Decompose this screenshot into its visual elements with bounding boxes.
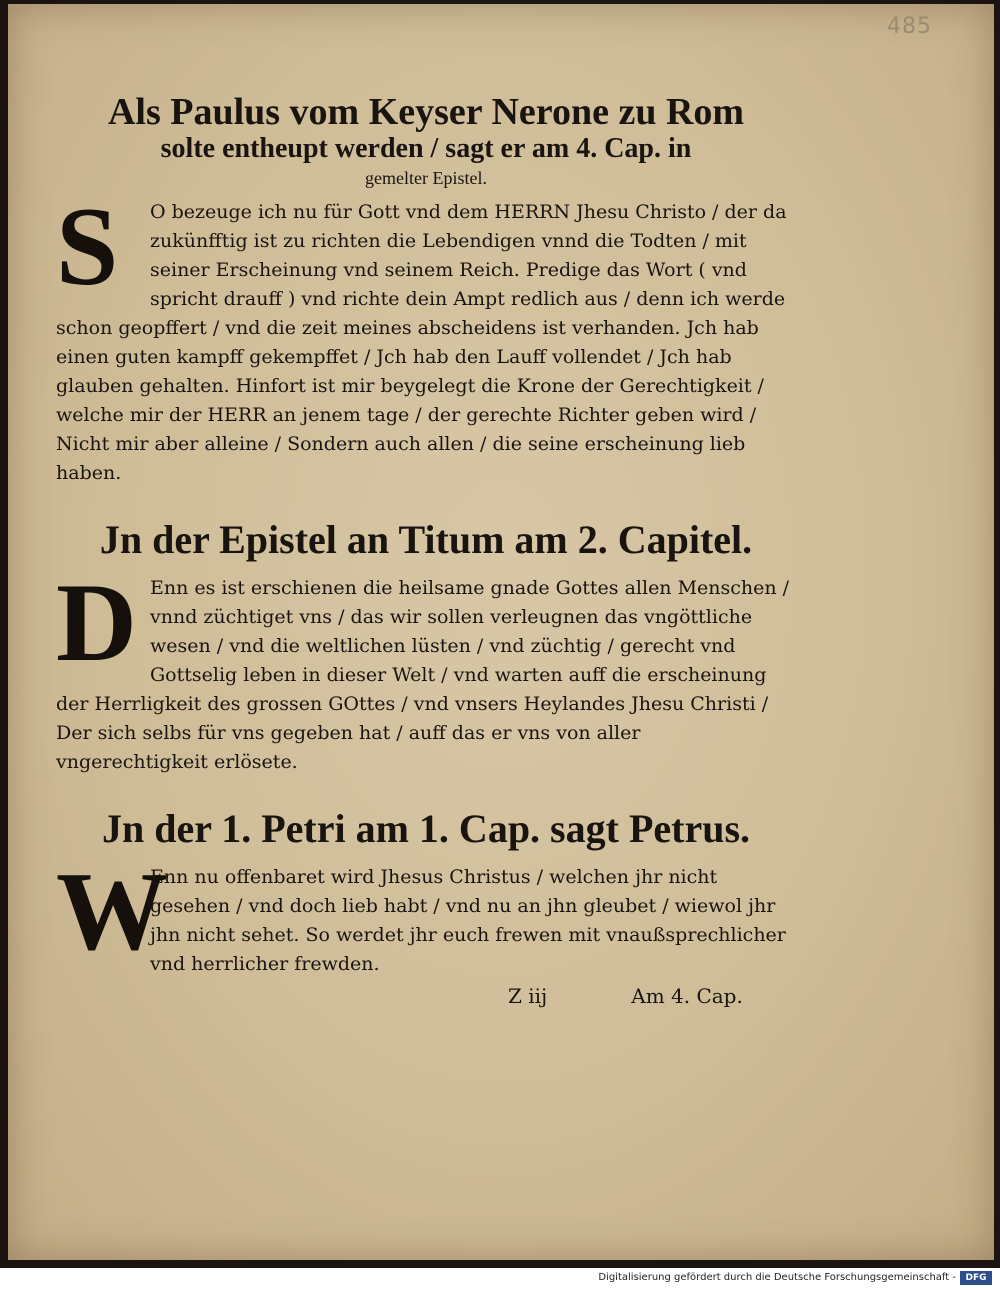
signature-mark: Z iij <box>508 984 548 1008</box>
decorated-initial: W <box>56 850 168 974</box>
page-text <box>56 92 796 1011</box>
paragraph-petri <box>56 850 796 979</box>
decorated-initial: S <box>56 185 119 309</box>
footer-bar <box>0 1268 1000 1290</box>
decorated-initial: D <box>56 561 137 685</box>
heading-line-2: solte entheupt werden / sagt er am 4. Cap. in <box>160 133 692 164</box>
paragraph-titus <box>56 561 796 777</box>
section-heading-titus: Jn der Epistel an Titum am 2. Capitel. <box>99 517 753 562</box>
dfg-logo: DFG <box>960 1271 992 1285</box>
catchword: Am 4. Cap. <box>631 984 743 1008</box>
paragraph-body: Enn nu offenbaret wird Jhesus Christus / welchen jhr nicht gesehen / vnd doch lieb habt / vnd nu an jhn gleubet / wiewol jhr jhn nicht sehet. So werdet jhr euch frewen mit vnaußsprechlicher vnd herrlicher frewden. <box>150 866 786 975</box>
signature-line <box>56 981 796 1011</box>
section-heading-petri: Jn der 1. Petri am 1. Cap. sagt Petrus. <box>101 806 751 851</box>
heading-line-3: gemelter Epistel. <box>365 168 487 188</box>
paragraph-body: O bezeuge ich nu für Gott vnd dem HERRN Jhesu Christo / der da zukünfftig ist zu richten die Lebendigen vnnd die Todten / mit seiner Erscheinung vnd seinem Reich. Predige das Wort ( vnd spricht drauff ) vnd richte dein Ampt redlich aus / denn ich werde schon geopffert / vnd die zeit meines abscheidens ist verhanden. Jch hab einen guten kampff gekempffet / Jch hab den Lauff vollendet / Jch hab glauben gehalten. Hinfort ist mir beygelegt die Krone der Gerechtigkeit / welche mir der HERR an jenem tage / der gerechte Richter geben wird / Nicht mir aber alleine / Sondern auch allen / die seine erscheinung lieb haben. <box>56 201 787 484</box>
page-heading <box>56 92 796 190</box>
heading-line-1: Als Paulus vom Keyser Nerone zu Rom <box>107 91 745 133</box>
paragraph-body: Enn es ist erschienen die heilsame gnade Gottes allen Menschen / vnnd züchtiget vns / das wir sollen verleugnen das vngöttliche wesen / vnd die weltlichen lüsten / vnd züchtig / gerecht vnd Gottselig leben in dieser Welt / vnd warten auff die erscheinung der Herrligkeit des grossen GOttes / vnd vnsers Heylandes Jhesu Christi / Der sich selbs für vns gegeben hat / auff das er vns von aller vngerechtigkeit erlösete. <box>56 577 790 773</box>
funding-credit: Digitalisierung gefördert durch die Deutsche Forschungsgemeinschaft - <box>598 1272 956 1283</box>
paragraph-paulus <box>56 185 796 488</box>
book-page <box>8 4 994 1260</box>
folio-number: 485 <box>887 14 932 39</box>
